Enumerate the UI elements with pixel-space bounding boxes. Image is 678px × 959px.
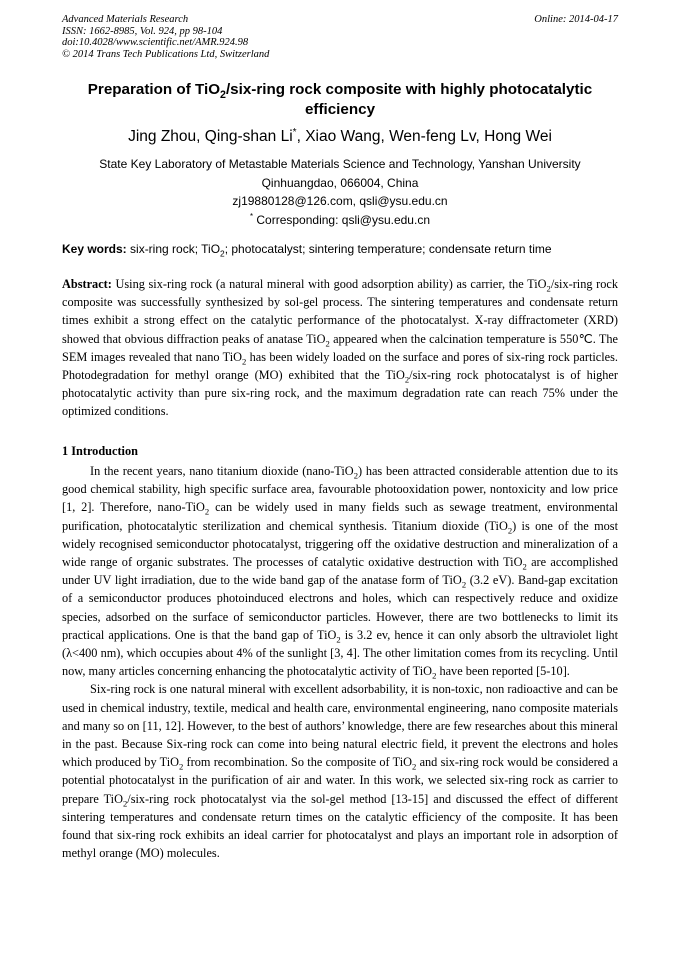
affiliation-institute: State Key Laboratory of Metastable Materials Science and Technology, Yanshan University (99, 157, 581, 171)
journal-header (62, 14, 618, 60)
paragraph: In the recent years, nano titanium dioxide (nano-TiO$_2$) has been attracted considerable attention due to its good chemical stability, high specific surface area, favourable photooxidation power, nontoxicity and low price [1, 2]. Therefore, nano-TiO$_2$ can be widely used in many fields such as sewage treatment, environmental purification, photocatalytic sterilization and chemical synthesis. Titanium dioxide (TiO$_2$) is one of the most widely recognised semiconductor photocatalyst, triggering off the oxidative destruction and mineralization of a wide range of organic substrates. The processes of catalytic oxidative destruction with TiO$_2$ are accomplished under UV light irradiation, due to the wide band gap of the anatase form of TiO$_2$ (3.2 eV). Band-gap excitation of a semiconductor produces photoinduced electrons and holes, which can respectively reduce and oxidize species, adsorbed on the surface of semiconductor particles. However, there are two bottlenecks to limit its practical applications. One is that the band gap of TiO$_2$ is 3.2 ev, hence it can only absorb the ultraviolet light (λ<400 nm), which occupies about 4% of the sunlight [3, 4]. The other limitation comes from its recycling. Until now, many articles concerning enhancing the photocatalytic activity of TiO$_2$ have been reported [5-10]. (62, 464, 618, 681)
issn-line: ISSN: 1662-8985, Vol. 924, pp 98-104 (62, 25, 223, 37)
paper-title: Preparation of TiO$_2$/six-ring rock composite with highly photocatalytic efficiency (87, 81, 593, 118)
keywords: Key words: six-ring rock; TiO$_2$; photocatalyst; sintering temperature; condensate return time (62, 242, 552, 259)
introduction-body (62, 462, 618, 862)
affiliation-city: Qinhuangdao, 066004, China (261, 175, 419, 190)
affiliation-block (62, 155, 618, 229)
author-list: Jing Zhou, Qing-shan Li*, Xiao Wang, Wen-feng Lv, Hong Wei (128, 126, 552, 145)
abstract: Abstract: Using six-ring rock (a natural mineral with good adsorption ability) as carrier, the TiO$_2$/six-ring rock composite was successfully synthesized by sol-gel process. The sintering temperatures and condensate return times exhibit a strong effect on the catalytic performance of the photocatalyst. X-ray diffractometer (XRD) showed that obvious diffraction peaks of anatase TiO$_2$ appeared when the calcination temperature is 550℃. The SEM images revealed that nano TiO$_2$ has been widely loaded on the surface and pores of six-ring rock particles. Photodegradation for methyl orange (MO) exhibited that the TiO$_2$/six-ring rock photocatalyst is of higher photocatalytic activity than pure six-ring rock, and the maximum degradation rate can reach 75% under the optimized conditions. (62, 277, 618, 419)
online-date: Online: 2014-04-17 (534, 14, 618, 25)
corresponding-author: * Corresponding: qsli@ysu.edu.cn (250, 211, 430, 227)
copyright-line: © 2014 Trans Tech Publications Ltd, Switzerland (62, 48, 270, 60)
author-emails: zj19880128@126.com, qsli@ysu.edu.cn (232, 194, 448, 208)
paragraph: Six-ring rock is one natural mineral with excellent adsorbability, it is non-toxic, non radioactive and can be used in chemical industry, textile, medical and health care, environmental engineering, nano composite materials and many so on [11, 12]. However, to the best of authors’ knowledge, there are few researches about this mineral in the past. Because Six-ring rock can come into being natural electric field, it prevent the electrons and holes which produced by TiO$_2$ from recombination. So the composite of TiO$_2$ and six-ring rock would be considered a potential photocatalyst in the purification of air and water. In this work, we selected six-ring rock as carrier to prepare TiO$_2$/six-ring rock photocatalyst via the sol-gel method [13-15] and discussed the effect of different sintering temperatures and condensate return times on the catalytic efficiency of the composite. It has been found that six-ring rock exhibits an ideal carrier for photocatalyst and plays an important role in adsorption of methyl orange (MO) molecules. (62, 682, 618, 861)
doi-line: doi:10.4028/www.scientific.net/AMR.924.98 (62, 37, 249, 48)
journal-name: Advanced Materials Research (62, 14, 189, 25)
keywords-label: Key words: (62, 242, 127, 256)
abstract-label: Abstract: (62, 277, 112, 291)
section-heading: 1 Introduction (62, 444, 138, 458)
